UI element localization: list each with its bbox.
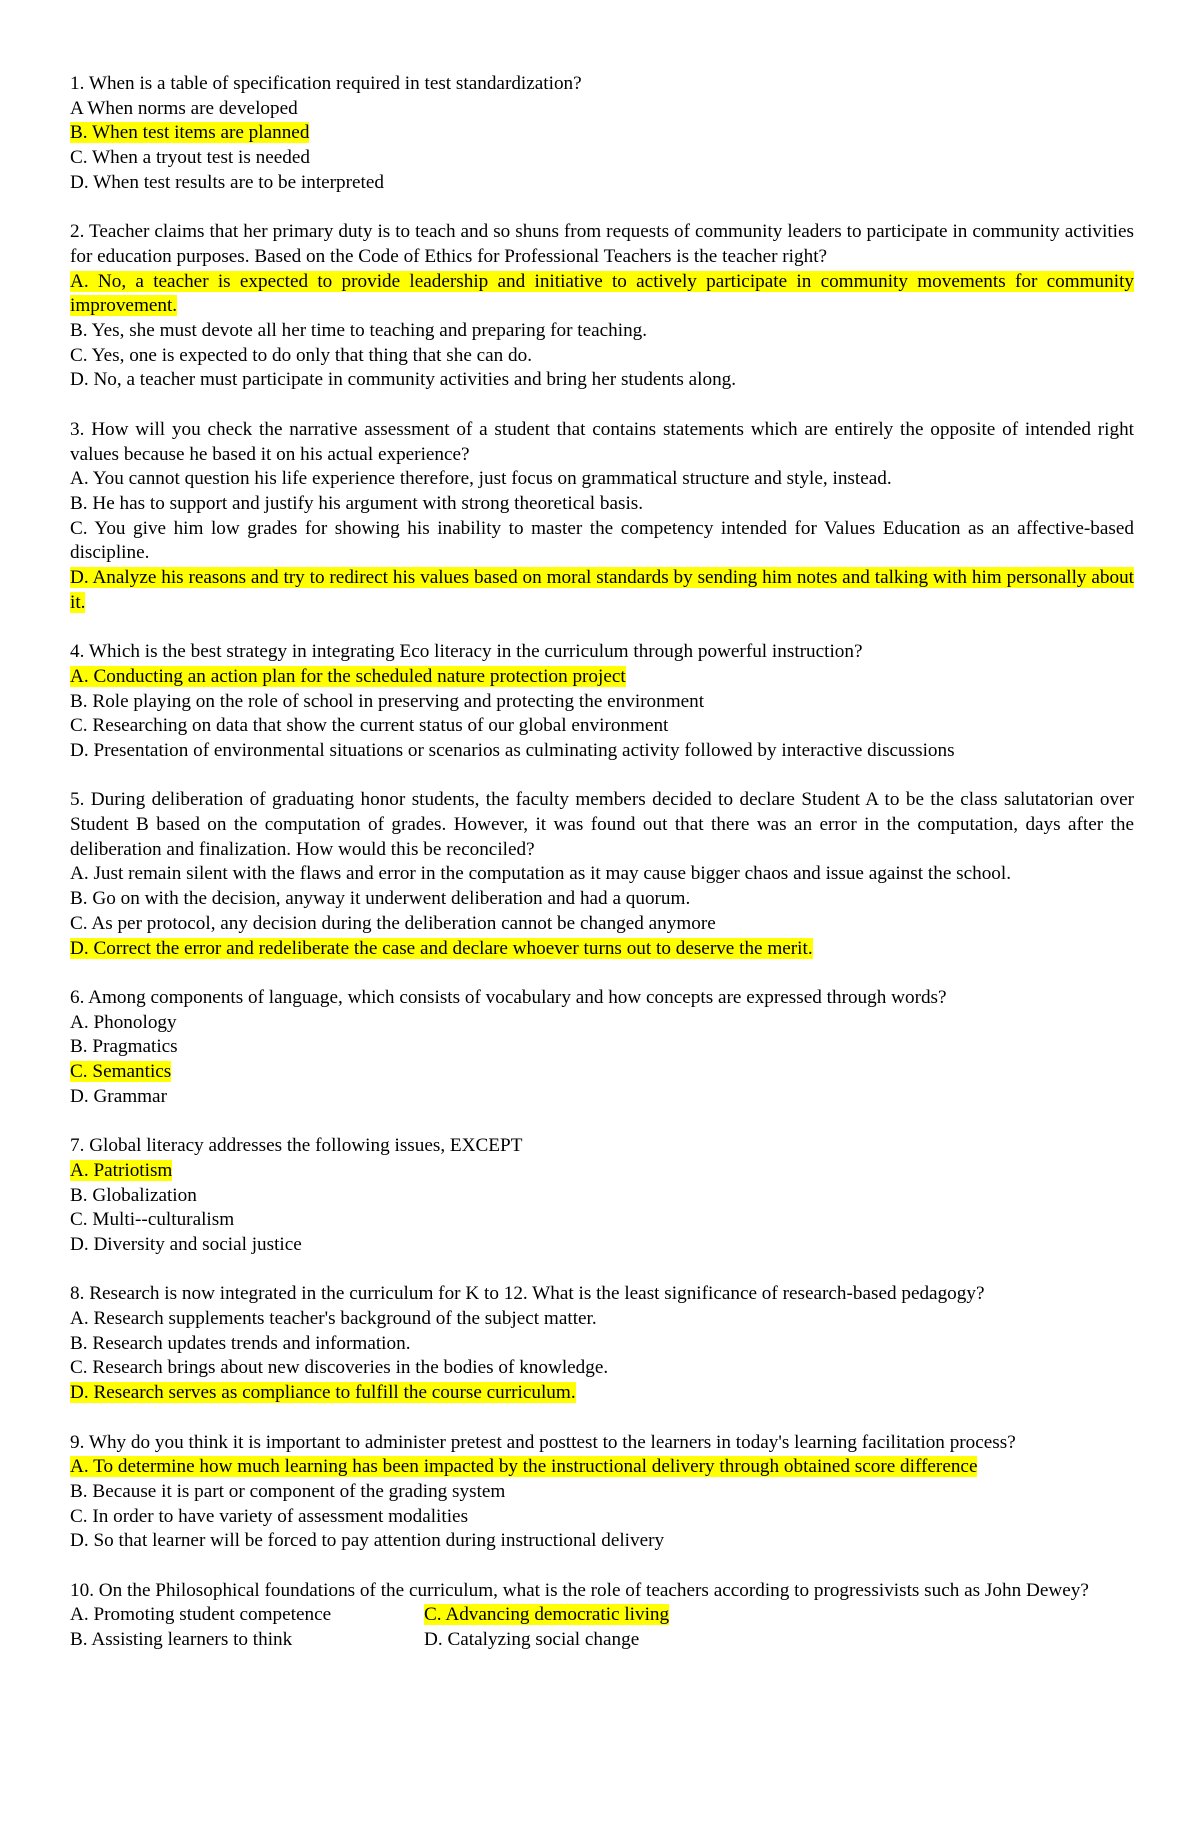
answer-option: C. Multi--culturalism bbox=[70, 1209, 235, 1231]
question-stem: 1. When is a table of specification required in test standardization? bbox=[70, 73, 582, 94]
question-stem: 6. Among components of language, which consists of vocabulary and how concepts are expressed through words? bbox=[70, 986, 947, 1008]
answer-option: B. He has to support and justify his argument with strong theoretical basis. bbox=[70, 492, 644, 514]
answer-option: A. Just remain silent with the flaws and error in the computation as it may cause bigger chaos and issue against the school. bbox=[70, 863, 1012, 885]
correct-answer-option: A. Patriotism bbox=[70, 1159, 173, 1181]
question-stem: 5. During deliberation of graduating honor students, the faculty members decided to declare Student A to be the class salutatorian over Student B based on the computation of grades. However, it was found out that there was an error in the computation, days after the deliberation and finalization. How would this be reconciled? bbox=[70, 789, 1134, 860]
question-9 bbox=[70, 1431, 1134, 1555]
answer-option: D. So that learner will be forced to pay attention during instructional delivery bbox=[70, 1530, 665, 1552]
question-stem: 2. Teacher claims that her primary duty is to teach and so shuns from requests of community leaders to participate in community activities for education purposes. Based on the Code of Ethics for Professional Teachers is the teacher right? bbox=[70, 221, 1134, 267]
answer-option: B. Because it is part or component of the grading system bbox=[70, 1480, 506, 1502]
two-column-options bbox=[70, 1603, 1134, 1652]
answer-option: A. You cannot question his life experience therefore, just focus on grammatical structure and style, instead. bbox=[70, 468, 892, 490]
correct-answer-option: C. Semantics bbox=[70, 1061, 172, 1083]
correct-answer-option: D. Analyze his reasons and try to redirect his values based on moral standards by sending him notes and talking with him personally about it. bbox=[70, 567, 1134, 613]
answer-option: B. Research updates trends and information. bbox=[70, 1332, 411, 1354]
answer-option: A When norms are developed bbox=[70, 97, 298, 119]
answer-option: B. Pragmatics bbox=[70, 1036, 178, 1058]
correct-answer-option: A. No, a teacher is expected to provide leadership and initiative to actively participate in community movements for community improvement. bbox=[70, 270, 1134, 317]
answer-option: C. In order to have variety of assessment modalities bbox=[70, 1505, 469, 1527]
answer-option: D. Catalyzing social change bbox=[424, 1629, 640, 1651]
answer-option: D. Diversity and social justice bbox=[70, 1233, 302, 1255]
answer-option: B. Globalization bbox=[70, 1184, 197, 1206]
answer-option: C. When a tryout test is needed bbox=[70, 147, 310, 169]
question-stem: 10. On the Philosophical foundations of the curriculum, what is the role of teachers according to progressivists such as John Dewey? bbox=[70, 1579, 1089, 1601]
question-6 bbox=[70, 986, 1134, 1110]
correct-answer-option: A. Conducting an action plan for the scheduled nature protection project bbox=[70, 665, 626, 687]
question-5 bbox=[70, 788, 1134, 961]
question-7 bbox=[70, 1134, 1134, 1258]
answer-option: C. Research brings about new discoveries in the bodies of knowledge. bbox=[70, 1357, 609, 1379]
answer-option: B. Role playing on the role of school in preserving and protecting the environment bbox=[70, 690, 705, 712]
answer-option: D. No, a teacher must participate in community activities and bring her students along. bbox=[70, 369, 737, 391]
correct-answer-option: B. When test items are planned bbox=[70, 122, 310, 144]
question-stem: 9. Why do you think it is important to administer pretest and posttest to the learners in today's learning facilitation process? bbox=[70, 1431, 1016, 1453]
answer-option: C. You give him low grades for showing his inability to master the competency intended for Values Education as an affective-based discipline. bbox=[70, 517, 1134, 564]
answer-option: A. Phonology bbox=[70, 1011, 177, 1033]
answer-option: B. Yes, she must devote all her time to teaching and preparing for teaching. bbox=[70, 320, 648, 342]
answer-option: C. Yes, one is expected to do only that thing that she can do. bbox=[70, 344, 533, 366]
question-10 bbox=[70, 1579, 1134, 1653]
question-1 bbox=[70, 72, 1134, 196]
answer-option: D. Grammar bbox=[70, 1085, 167, 1107]
question-stem: 8. Research is now integrated in the curriculum for K to 12. What is the least significance of research-based pedagogy? bbox=[70, 1283, 985, 1305]
question-stem: 3. How will you check the narrative assessment of a student that contains statements which are entirely the opposite of intended right values because he based it on his actual experience? bbox=[70, 418, 1134, 465]
correct-answer-option: D. Research serves as compliance to fulfill the course curriculum. bbox=[70, 1382, 576, 1404]
answer-option: B. Assisting learners to think bbox=[70, 1629, 293, 1651]
question-8 bbox=[70, 1282, 1134, 1406]
correct-answer-option: A. To determine how much learning has been impacted by the instructional delivery through obtained score difference bbox=[70, 1456, 978, 1478]
answer-option: D. When test results are to be interpreted bbox=[70, 171, 384, 193]
question-3 bbox=[70, 418, 1134, 616]
question-2 bbox=[70, 220, 1134, 393]
answer-option: C. Researching on data that show the current status of our global environment bbox=[70, 715, 669, 737]
correct-answer-option: D. Correct the error and redeliberate the case and declare whoever turns out to deserve the merit. bbox=[70, 937, 813, 959]
answer-option: B. Go on with the decision, anyway it underwent deliberation and had a quorum. bbox=[70, 888, 691, 910]
question-4 bbox=[70, 640, 1134, 764]
correct-answer-option: C. Advancing democratic living bbox=[424, 1604, 670, 1626]
question-stem: 7. Global literacy addresses the following issues, EXCEPT bbox=[70, 1135, 523, 1157]
answer-option: A. Promoting student competence bbox=[70, 1604, 332, 1626]
question-stem: 4. Which is the best strategy in integrating Eco literacy in the curriculum through powerful instruction? bbox=[70, 641, 863, 663]
answer-option: D. Presentation of environmental situations or scenarios as culminating activity followed by interactive discussions bbox=[70, 739, 955, 761]
exam-page bbox=[70, 72, 1134, 1678]
answer-option: C. As per protocol, any decision during the deliberation cannot be changed anymore bbox=[70, 912, 716, 934]
answer-option: A. Research supplements teacher's background of the subject matter. bbox=[70, 1308, 597, 1330]
